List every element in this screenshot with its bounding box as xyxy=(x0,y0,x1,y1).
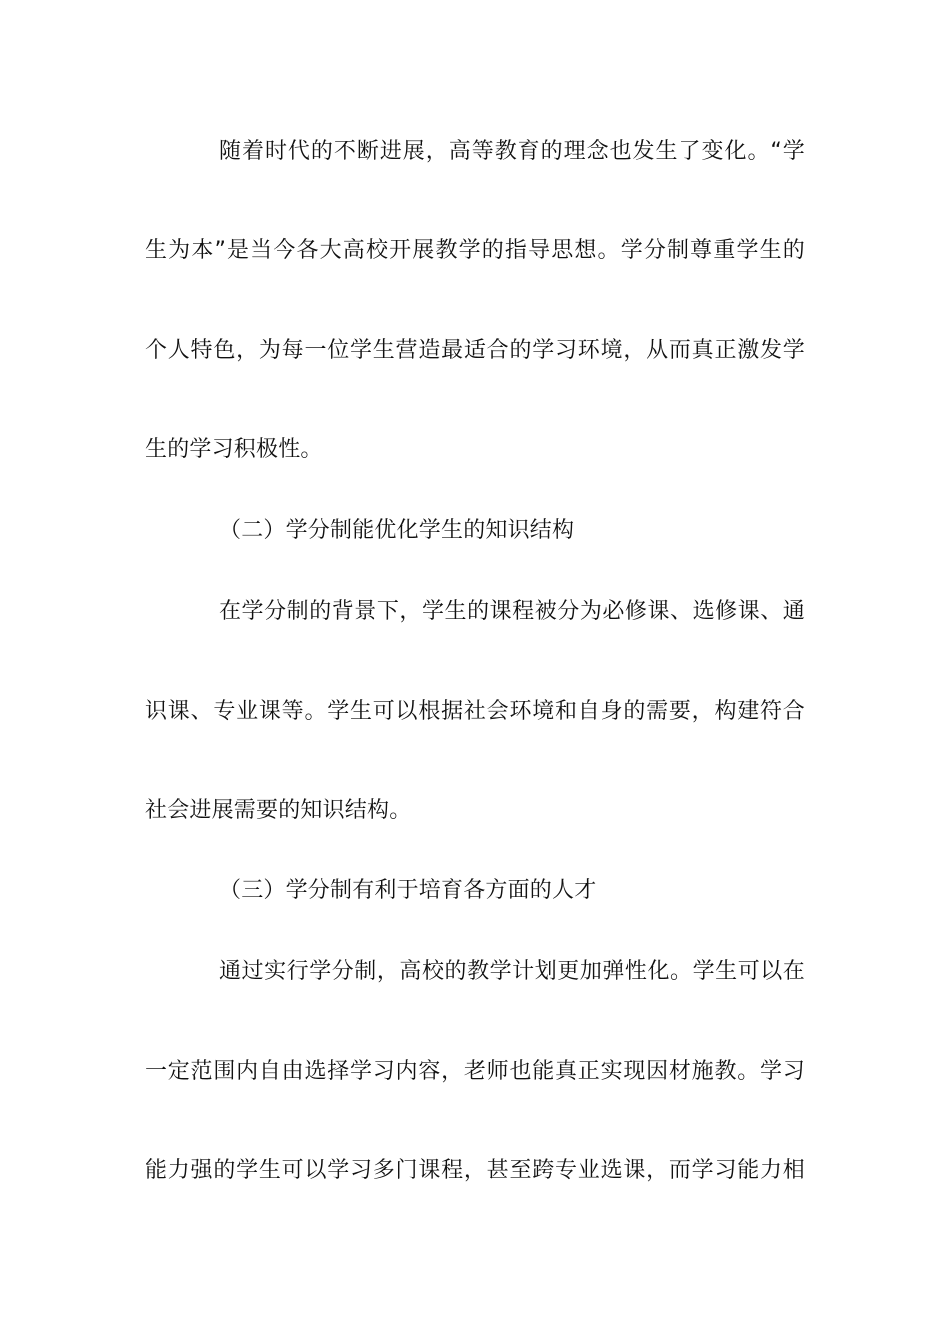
paragraph-2-line-2: 识课、专业课等。学生可以根据社会环境和自身的需要，构建符合 xyxy=(145,699,805,724)
section-heading-3: （三）学分制有利于培育各方面的人才 xyxy=(219,878,597,903)
paragraph-1-line-2: 生为本”是当今各大高校开展教学的指导思想。学分制尊重学生的 xyxy=(145,238,805,263)
paragraph-1-line-3: 个人特色，为每一位学生营造最适合的学习环境，从而真正激发学 xyxy=(145,338,805,363)
paragraph-1-line-4: 生的学习积极性。 xyxy=(145,437,323,462)
paragraph-3-line-2: 一定范围内自由选择学习内容，老师也能真正实现因材施教。学习 xyxy=(145,1059,805,1084)
paragraph-3-line-1: 通过实行学分制，高校的教学计划更加弹性化。学生可以在 xyxy=(219,959,805,984)
paragraph-2-line-1: 在学分制的背景下，学生的课程被分为必修课、选修课、通 xyxy=(219,599,805,624)
paragraph-1-line-1: 随着时代的不断进展，高等教育的理念也发生了变化。“学 xyxy=(219,139,805,164)
paragraph-2-line-3: 社会进展需要的知识结构。 xyxy=(145,798,412,823)
section-heading-2: （二）学分制能优化学生的知识结构 xyxy=(219,518,575,543)
paragraph-3-line-3: 能力强的学生可以学习多门课程，甚至跨专业选课，而学习能力相 xyxy=(145,1158,805,1183)
